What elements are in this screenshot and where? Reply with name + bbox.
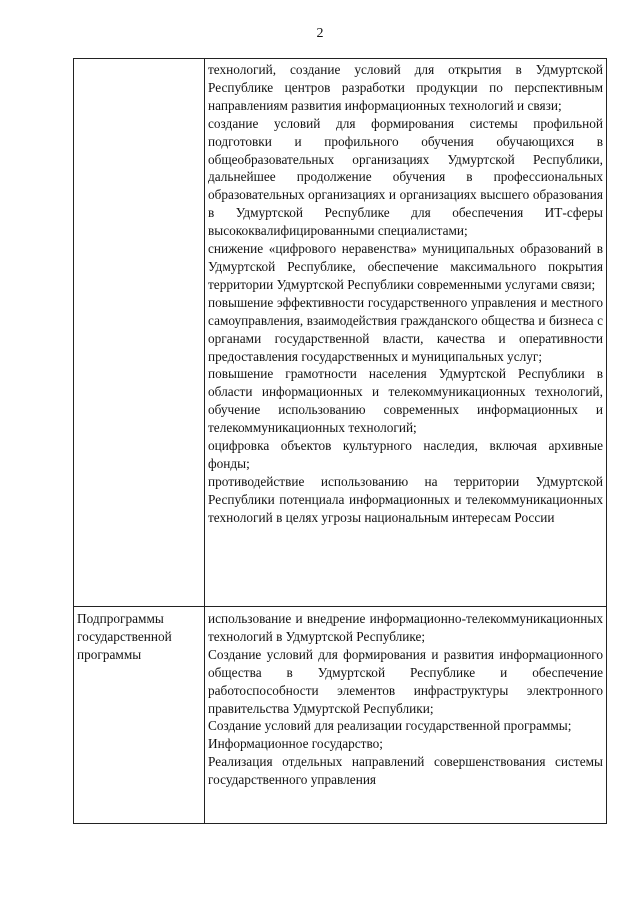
row-label <box>74 59 205 607</box>
list-item: создание условий для формирования системы профильной подготовки и профильного обучения обучающихся в общеобразовательных организациях Удмуртской Республики, дальнейшее продолжение обучения в профессиональных образовательных организациях и организациях высшего образования в Удмуртской Республике для обеспечения ИТ-сферы высококвалифицированными специалистами; <box>208 115 603 239</box>
list-item: снижение «цифрового неравенства» муниципальных образований в Удмуртской Республике, обеспечение максимального покрытия территории Удмуртской Республики современными услугами связи; <box>208 241 603 292</box>
list-item: Информационное государство; <box>208 736 384 752</box>
list-item: технологий, создание условий для открытия в Удмуртской Республике центров разработки продукции по перспективным направлениям развития информационных технологий и связи; <box>208 62 603 113</box>
list-item: Создание условий для реализации государственной программы; <box>208 718 572 734</box>
list-item: Реализация отдельных направлений совершенствования системы государственного управления <box>208 754 603 788</box>
table-row <box>74 59 607 607</box>
page-number: 2 <box>316 26 324 41</box>
program-passport-table <box>73 58 607 824</box>
row-label: Подпрограммы государственной программы <box>74 607 205 824</box>
list-item: Создание условий для формирования и развития информационного общества в Удмуртской Республике и обеспечение работоспособности элементов инфраструктуры электронного правительства Удмуртской Республики; <box>208 646 603 716</box>
list-item: использование и внедрение информационно-телекоммуникационных технологий в Удмуртской Республике; <box>208 611 603 644</box>
table-row <box>74 607 607 824</box>
list-item: повышение эффективности государственного управления и местного самоуправления, взаимодействия гражданского общества и бизнеса с органами государственной власти, качества и оперативности предоставления государственных и муниципальных услуг; <box>208 294 603 364</box>
list-item: оцифровка объектов культурного наследия, включая архивные фонды; <box>208 438 603 471</box>
row-content <box>205 607 607 824</box>
list-item: повышение грамотности населения Удмуртской Республики в области информационных и телекоммуникационных технологий, обучение использованию современных информационных и телекоммуникационных технологий; <box>208 366 603 436</box>
list-item: противодействие использованию на территории Удмуртской Республики потенциала информационных и телекоммуникационных технологий в целях угрозы национальным интересам России <box>208 473 603 525</box>
row-content <box>205 59 607 607</box>
